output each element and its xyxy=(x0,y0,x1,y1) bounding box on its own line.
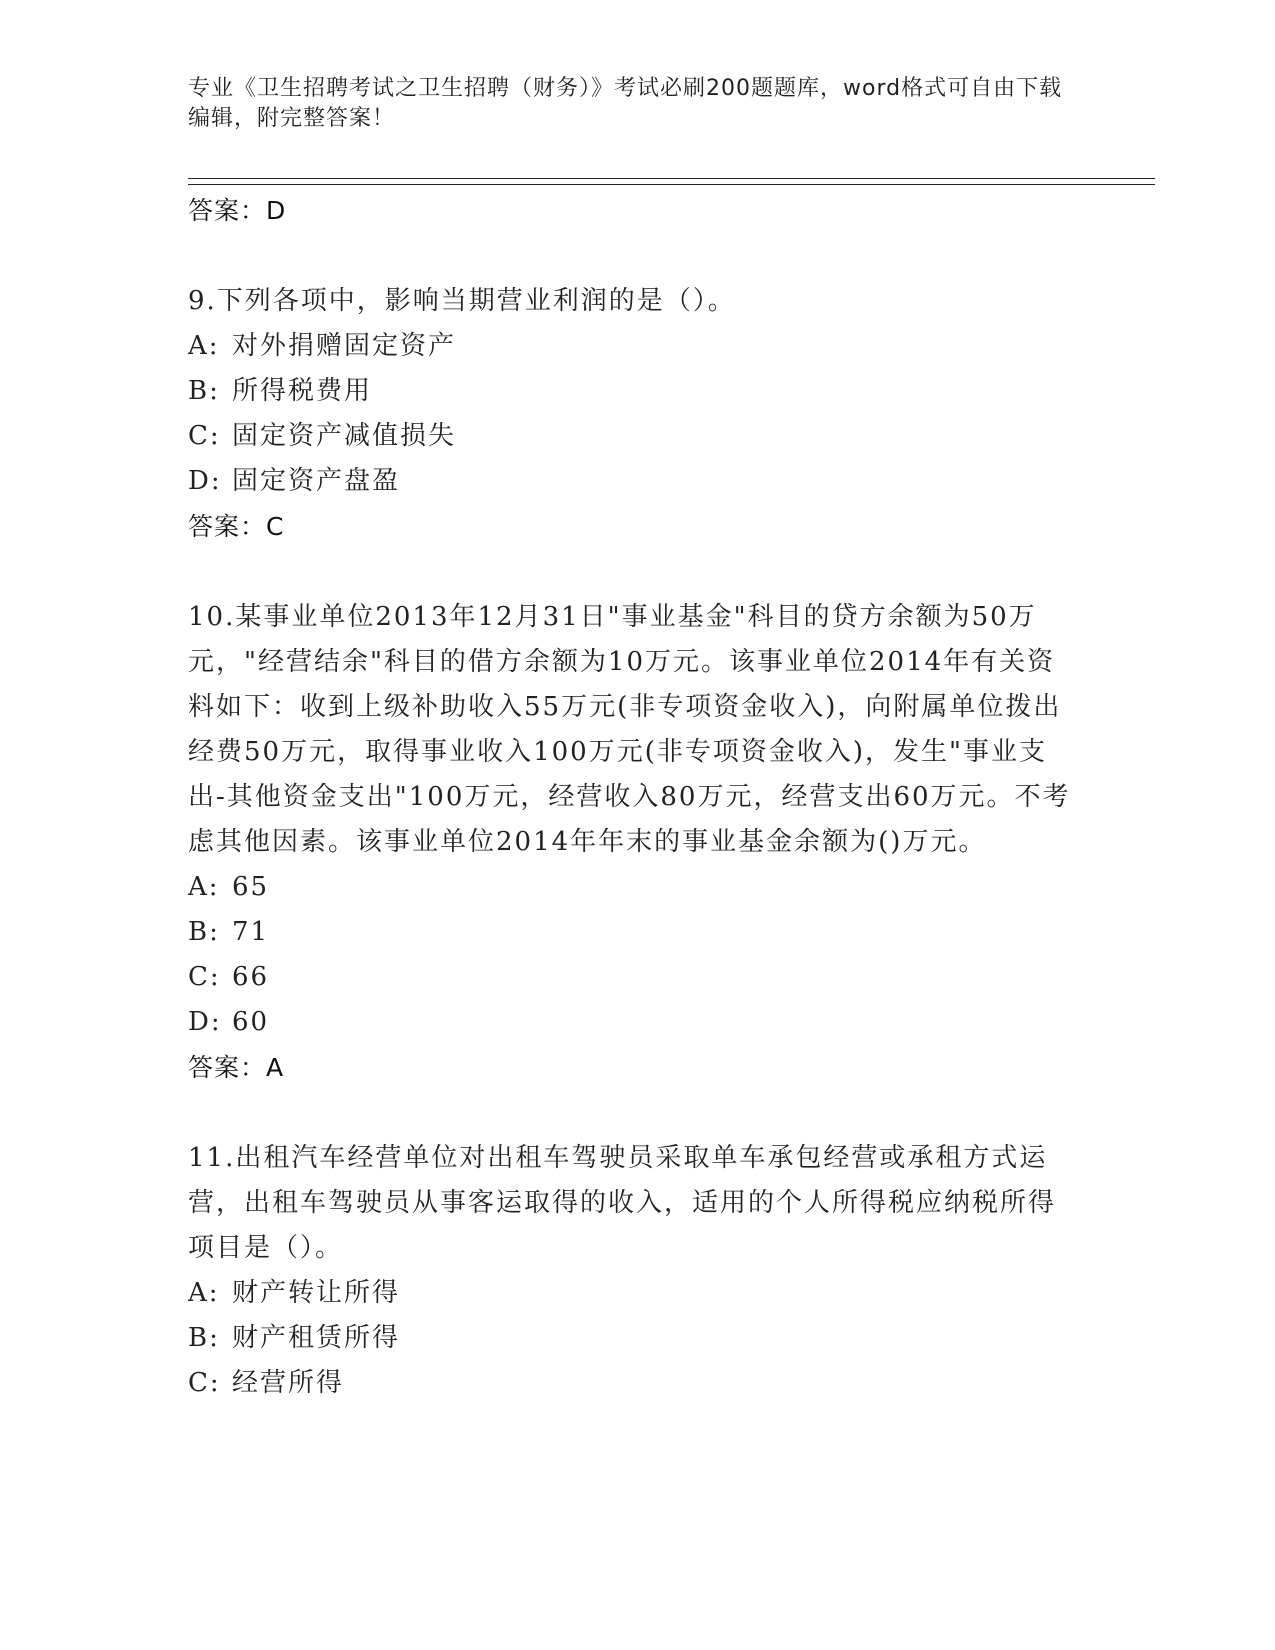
option-text: 固定资产盘盈 xyxy=(232,466,401,496)
option-text: 71 xyxy=(232,917,270,947)
answer: 答案：C xyxy=(188,512,285,541)
option-text: 固定资产减值损失 xyxy=(232,421,457,451)
option-b xyxy=(188,1316,1078,1361)
option-c xyxy=(188,414,1078,459)
document-body xyxy=(188,188,1078,1406)
option-text: 60 xyxy=(232,1007,270,1037)
question-stem: 11.出租汽车经营单位对出租车驾驶员采取单车承包经营或承租方式运营，出租车驾驶员从事客运取得的收入，适用的个人所得税应纳税所得项目是（）。 xyxy=(188,1143,1057,1263)
option-letter: C: xyxy=(188,1368,221,1398)
option-letter: B: xyxy=(188,1323,220,1353)
option-letter: B: xyxy=(188,376,220,406)
option-letter: A: xyxy=(188,1278,220,1308)
header-rule xyxy=(188,178,1155,185)
option-a xyxy=(188,1271,1078,1316)
answer-previous: 答案：D xyxy=(188,196,287,225)
option-letter: B: xyxy=(188,917,220,947)
option-text: 经营所得 xyxy=(232,1368,345,1398)
option-letter: C: xyxy=(188,962,221,992)
option-d xyxy=(188,1000,1078,1045)
option-letter: A: xyxy=(188,331,220,361)
option-text: 所得税费用 xyxy=(232,376,373,406)
option-b xyxy=(188,910,1078,955)
option-letter: D: xyxy=(188,1007,222,1037)
option-b xyxy=(188,369,1078,414)
question-stem: 10.某事业单位2013年12月31日"事业基金"科目的贷方余额为50万元，"经营结余"科目的借方余额为10万元。该事业单位2014年有关资料如下：收到上级补助收入55万元(非专项资金收入)，向附属单位拨出经费50万元，取得事业收入100万元(非专项资金收入)，发生"事业支出-其他资金支出"100万元，经营收入80万元，经营支出60万元。不考虑其他因素。该事业单位2014年年末的事业基金余额为()万元。 xyxy=(188,602,1071,857)
question-9 xyxy=(188,279,1078,549)
option-letter: A: xyxy=(188,872,220,902)
option-letter: C: xyxy=(188,421,221,451)
option-text: 财产转让所得 xyxy=(232,1278,401,1308)
question-stem: 9.下列各项中，影响当期营业利润的是（）。 xyxy=(188,286,736,316)
option-text: 65 xyxy=(232,872,270,902)
option-text: 财产租赁所得 xyxy=(232,1323,401,1353)
answer: 答案：A xyxy=(188,1053,285,1082)
question-10 xyxy=(188,595,1078,1090)
option-c xyxy=(188,1361,1078,1406)
question-11 xyxy=(188,1136,1078,1406)
option-text: 对外捐赠固定资产 xyxy=(232,331,457,361)
page-header: 专业《卫生招聘考试之卫生招聘（财务）》考试必刷200题题库，word格式可自由下载编辑，附完整答案！ xyxy=(188,76,1063,131)
option-a xyxy=(188,865,1078,910)
option-c xyxy=(188,955,1078,1000)
option-letter: D: xyxy=(188,466,222,496)
option-text: 66 xyxy=(232,962,270,992)
option-a xyxy=(188,324,1078,369)
option-d xyxy=(188,459,1078,504)
